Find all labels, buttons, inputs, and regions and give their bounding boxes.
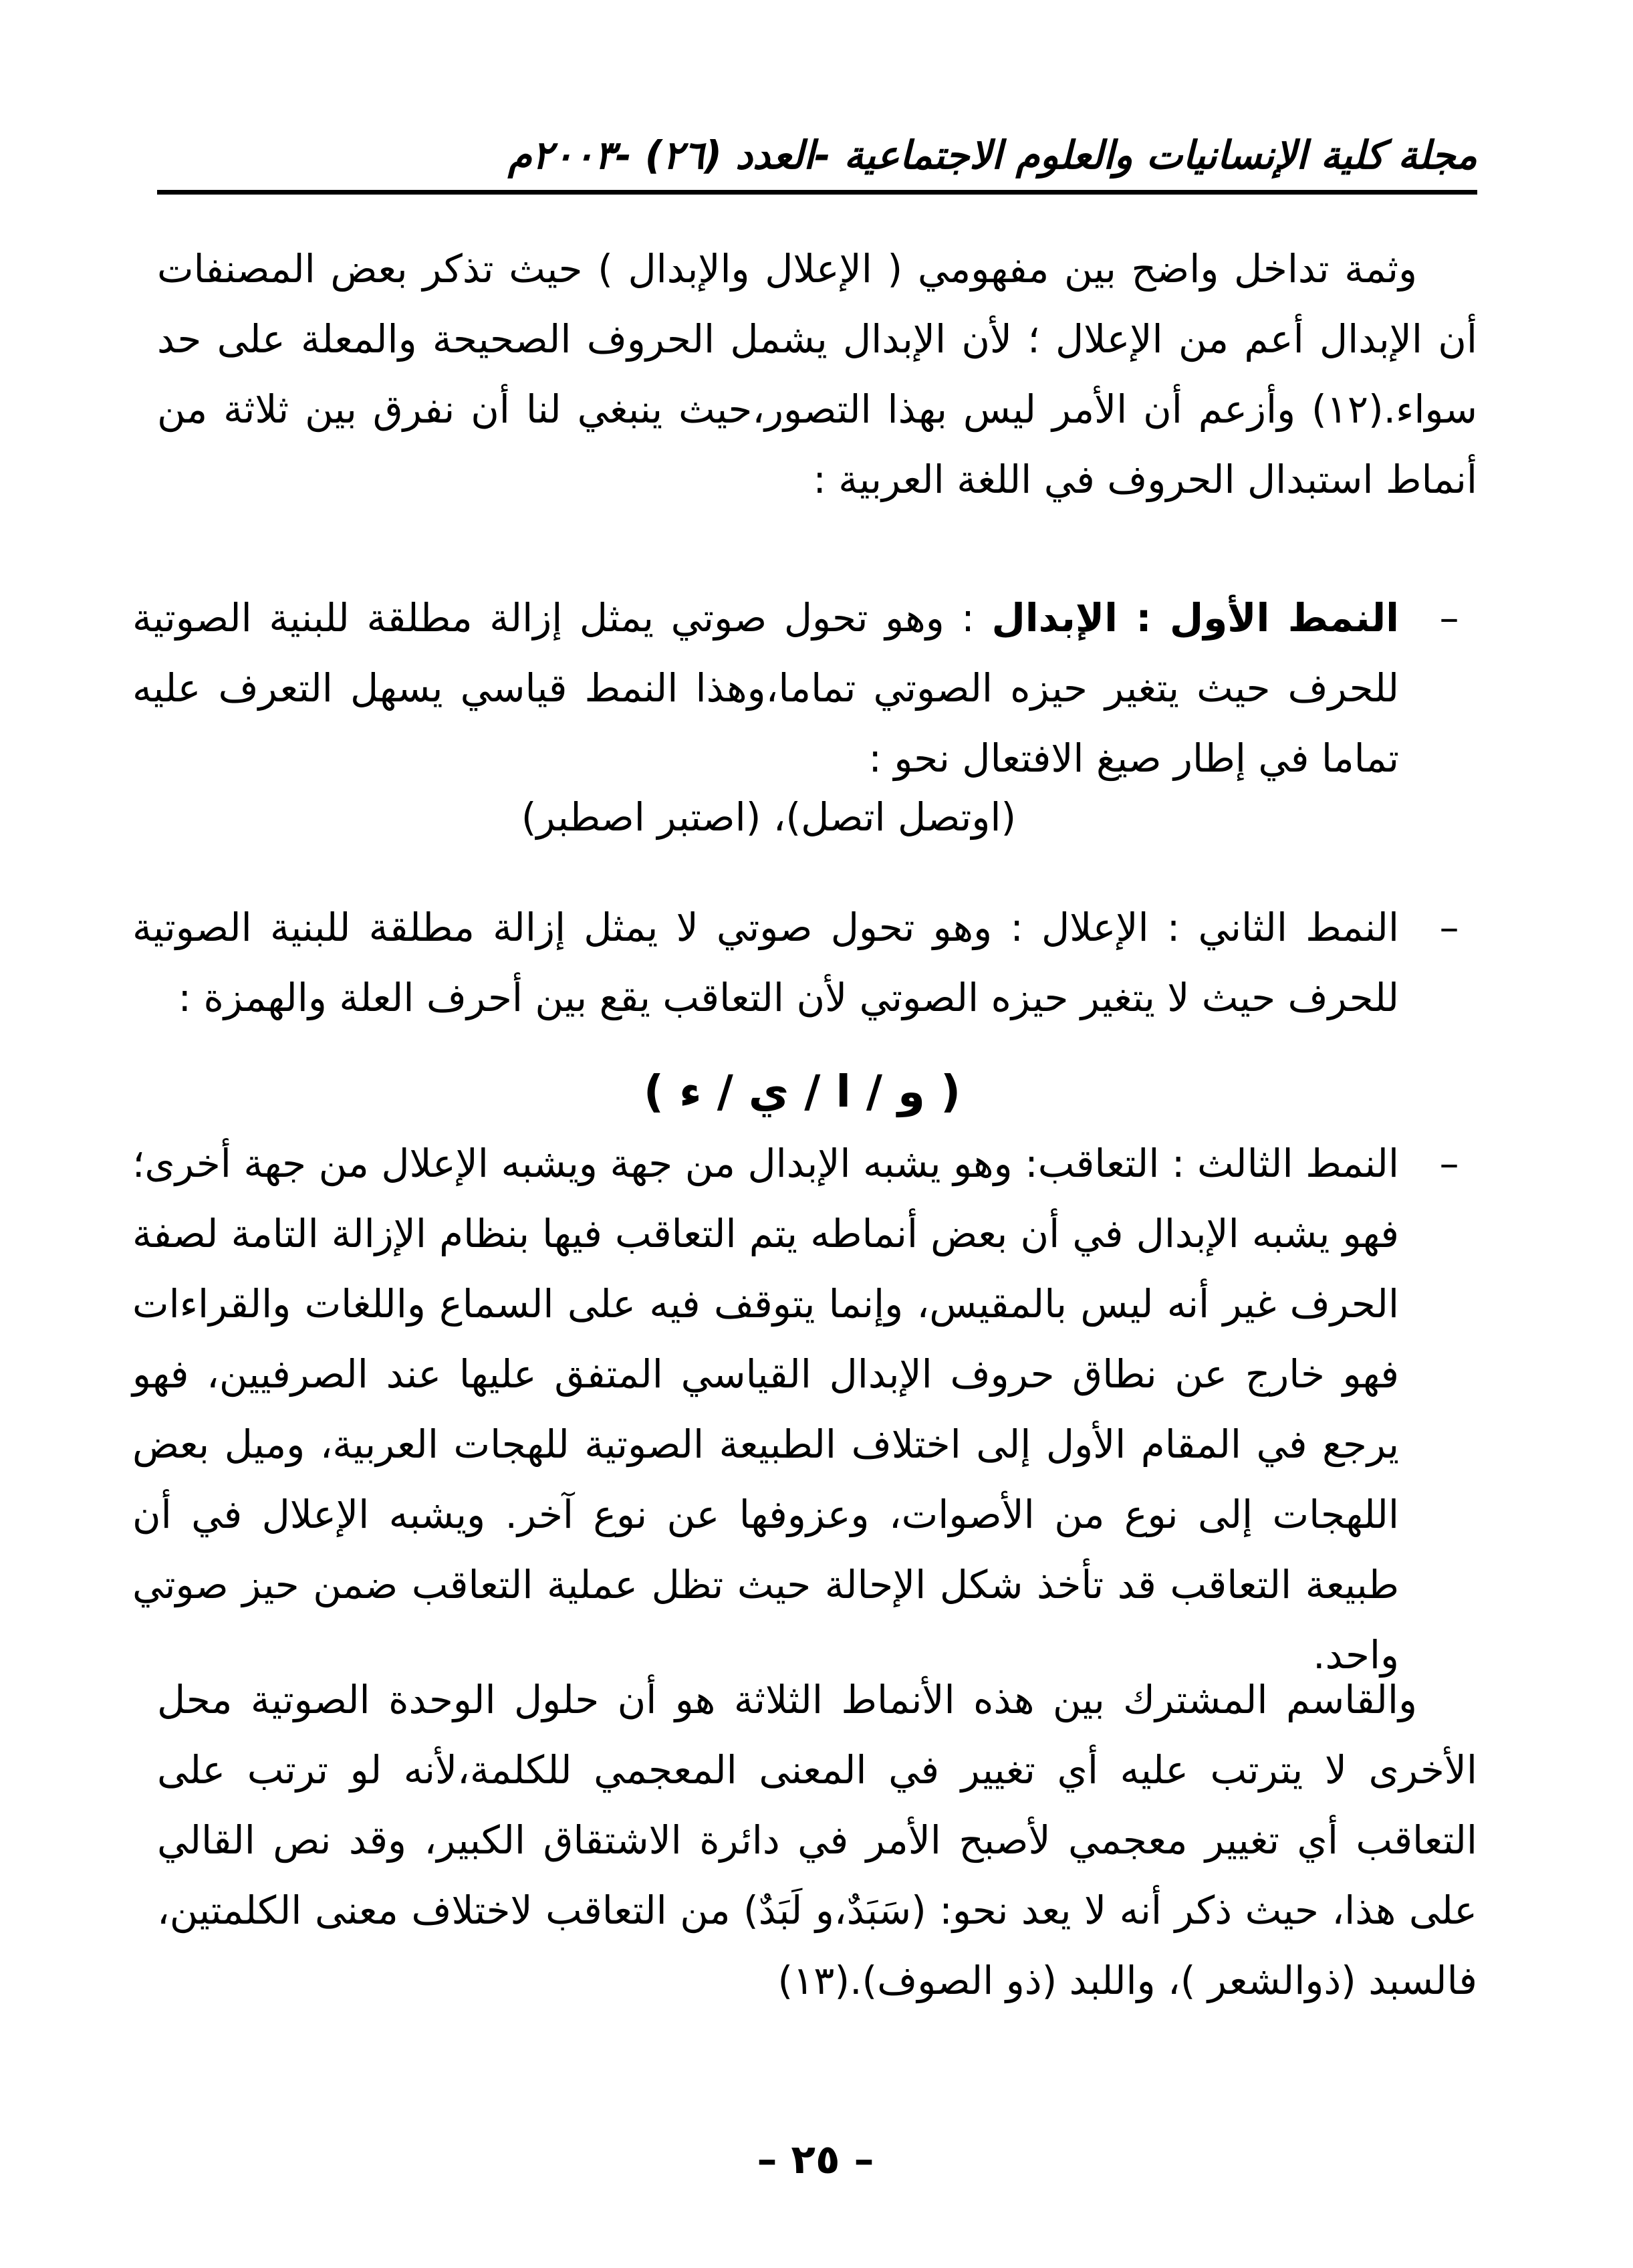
pattern-text [132, 583, 1399, 794]
pattern-item-taaqub [132, 1129, 1476, 1690]
page-number: – ٢٥ – [757, 2136, 874, 2183]
conclusion-paragraph: والقاسم المشترك بين هذه الأنماط الثلاثة هو أن حلول الوحدة الصوتية محل الأخرى لا يترتب عليه أي تغيير في المعنى المعجمي للكلمة،لأنه لو ترتب على التعاقب أي تغيير معجمي لأصبح الأمر في دائرة الاشتقاق الكبير، وقد نص القالي على هذا، حيث ذكر أنه لا يعد نحو: (سَبَدٌ،و لَبَدٌ) من التعاقب لاختلاف معنى الكلمتين، فالسبد (ذوالشعر )، واللبد (ذو الصوف).(١٣) [157, 1677, 1477, 2003]
bullet-dash: – [1439, 1141, 1459, 1186]
example-ibdal: (اوتصل اتصل)، (اصتبر اصطبر) [521, 794, 1017, 840]
header-rule [157, 190, 1477, 195]
pattern-body: : وهو تحول صوتي يمثل إزالة مطلقة للبنية الصوتية للحرف حيث يتغير حيزه الصوتي تماما،وهذا النمط قياسي يسهل التعرف عليه تماما في إطار صيغ الافتعال نحو : [132, 595, 1399, 781]
pattern-body: النمط الثالث : التعاقب: وهو يشبه الإبدال من جهة ويشبه الإعلال من جهة أخرى؛ فهو يشبه الإبدال في أن بعض أنماطه يتم التعاقب فيها بنظام الإزالة التامة لصفة الحرف غير أنه ليس بالمقيس، وإنما يتوقف فيه على السماع واللغات والقراءات فهو خارج عن نطاق حروف الإبدال القياسي المتفق عليها عند الصرفيين، فهو يرجع في المقام الأول إلى اختلاف الطبيعة الصوتية للهجات العربية، وميل بعض اللهجات إلى نوع من الأصوات، وعزوفها عن نوع آخر. ويشبه الإعلال في أن طبيعة التعاقب قد تأخذ شكل الإحالة حيث تظل عملية التعاقب ضمن حيز صوتي واحد. [132, 1141, 1399, 1678]
running-header: مجلة كلية الإنسانيات والعلوم الاجتماعية -العدد (٢٦) -٢٠٠٣م [507, 132, 1477, 178]
pattern-body: النمط الثاني : الإعلال : وهو تحول صوتي لا يمثل إزالة مطلقة للبنية الصوتية للحرف حيث لا يتغير حيزه الصوتي لأن التعاقب يقع بين أحرف العلة والهمزة : [132, 905, 1399, 1020]
bullet-dash: – [1439, 905, 1459, 950]
pattern-heading: النمط الأول : الإبدال [991, 595, 1399, 641]
intro-paragraph: وثمة تداخل واضح بين مفهومي ( الإعلال والإبدال ) حيث تذكر بعض المصنفات أن الإبدال أعم من الإعلال ؛ لأن الإبدال يشمل الحروف الصحيحة والمعلة على حد سواء.(١٢) وأزعم أن الأمر ليس بهذا التصور،حيث ينبغي لنا أن نفرق بين ثلاثة من أنماط استبدال الحروف في اللغة العربية : [157, 246, 1477, 502]
pattern-item-ilal [132, 893, 1476, 1033]
pattern-item-ibdal [132, 583, 1476, 794]
example-ilal: ( و / ا / ي / ء ) [643, 1066, 961, 1117]
bullet-dash: – [1439, 595, 1459, 641]
